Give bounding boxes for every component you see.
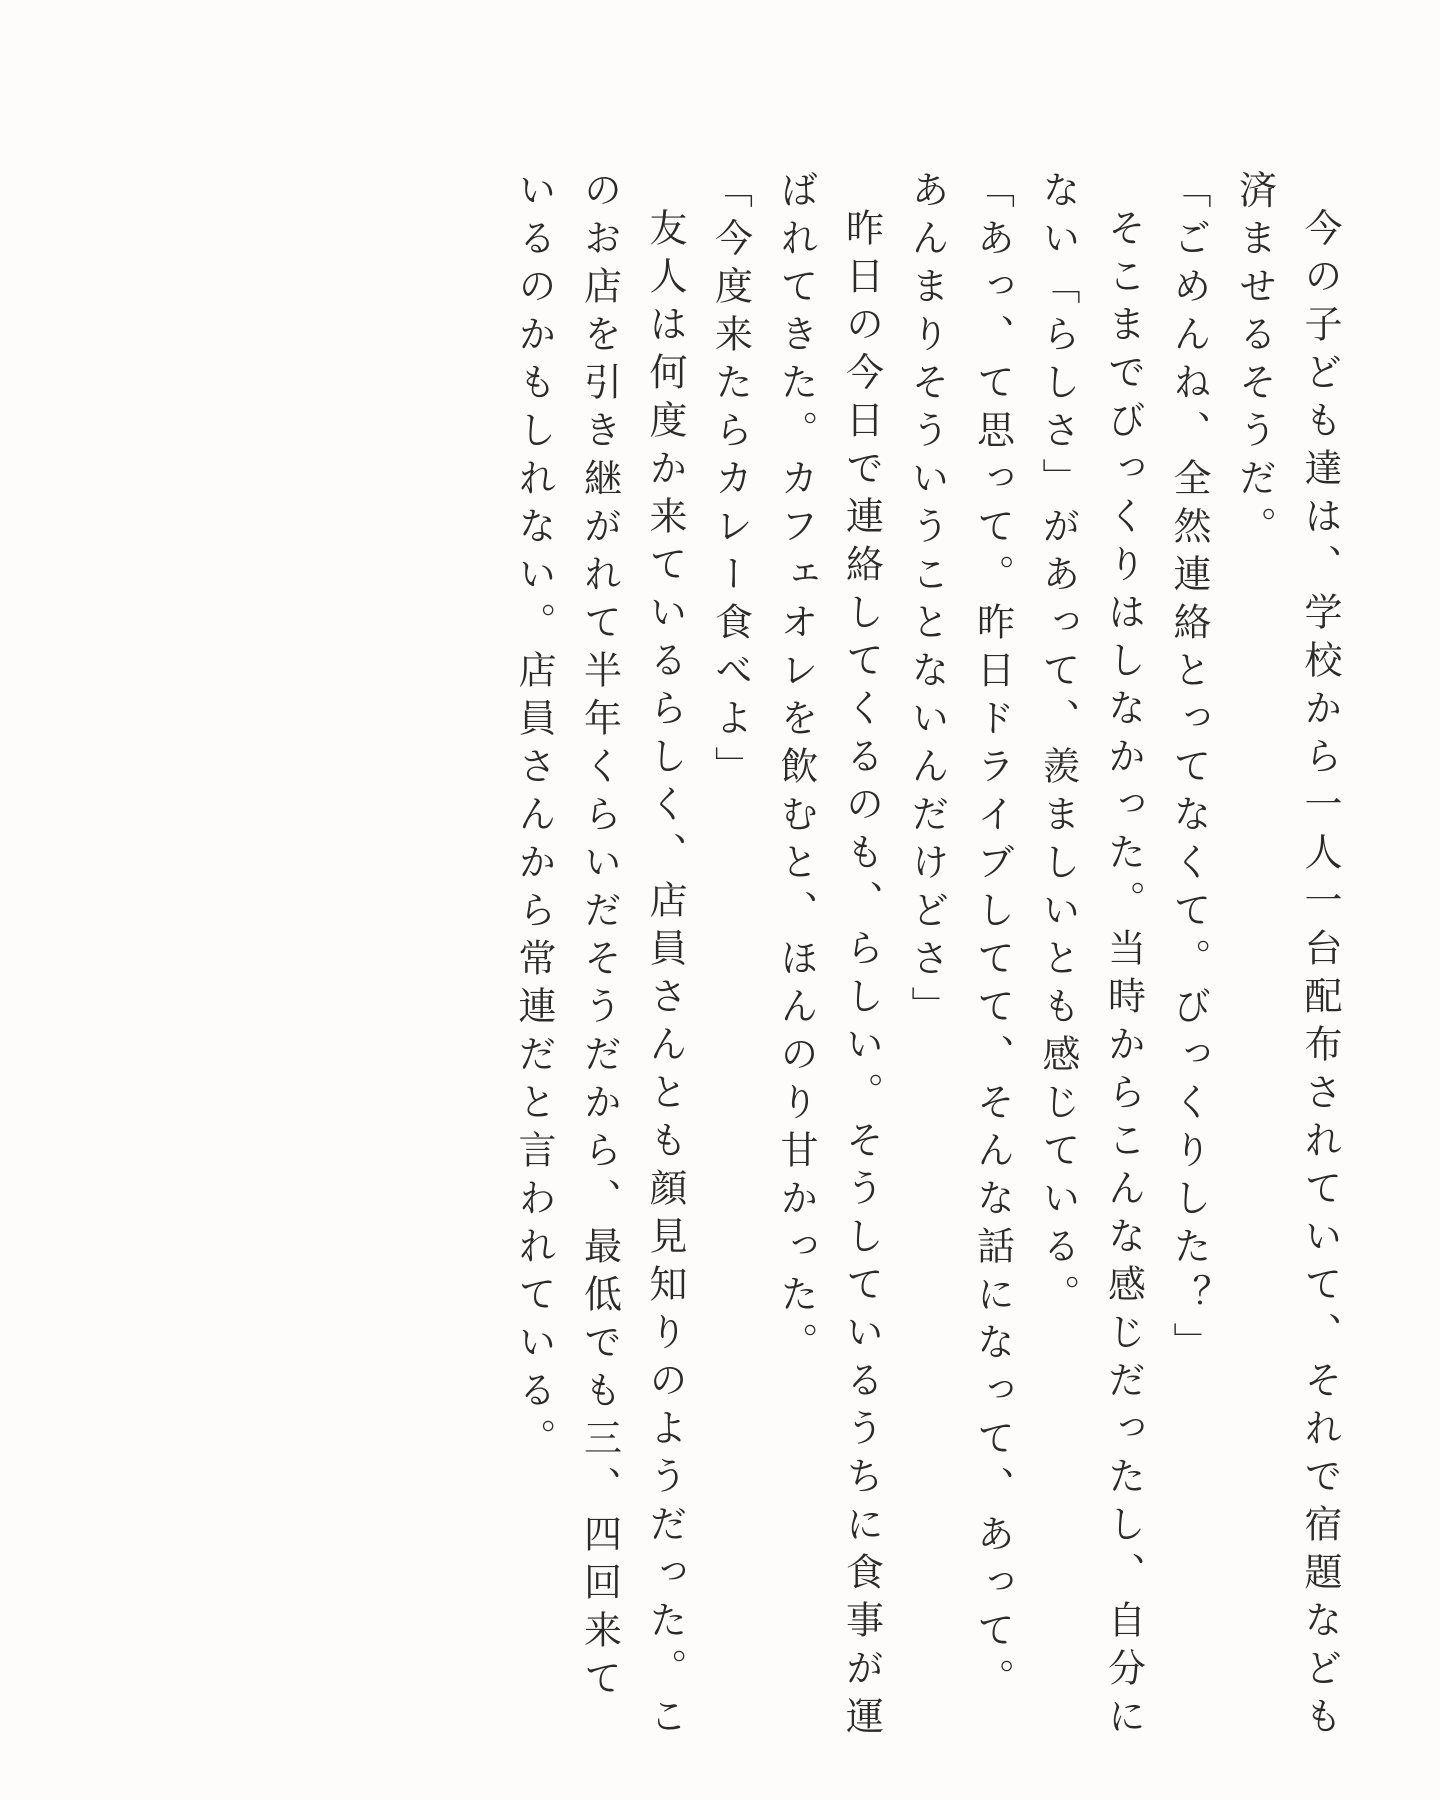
vertical-text-body [501,170,1353,1750]
dialogue-gomen-ne: 「ごめんね、全然連絡とってなくて。びっくりした？」 [1167,170,1211,1370]
paragraph-regular-customer: 友人は何度か来ているらしく、店員さんとも顔見知りのようだった。このお店を引き継がれて半年くらいだそうだから、最低でも三、四回来ているのかもしれない。店員さんから常連だと言われている。 [512,170,687,1744]
paragraph-cafe-au-lait: 昨日の今日で連絡してくるのも、らしい。そうしているうちに食事が運ばれてきた。カフェオレを飲むと、ほんのり甘かった。 [774,170,884,1744]
paragraph-school-tablets: 今の子ども達は、学校から一人一台配布されていて、それで宿題なども済ませるそうだ。 [1232,170,1342,1744]
paragraph-not-surprised: そこまでびっくりはしなかった。当時からこんな感じだったし、自分にない「らしさ」があって、羨ましいとも感じている。 [1036,170,1146,1744]
dialogue-atte-omotte: 「あっ、て思って。昨日ドライブしてて、そんな話になって、あって。あんまりそういうことないんだけどさ」 [905,170,1015,1706]
dialogue-curry-next-time: 「今度来たらカレー食べよ」 [708,170,753,794]
